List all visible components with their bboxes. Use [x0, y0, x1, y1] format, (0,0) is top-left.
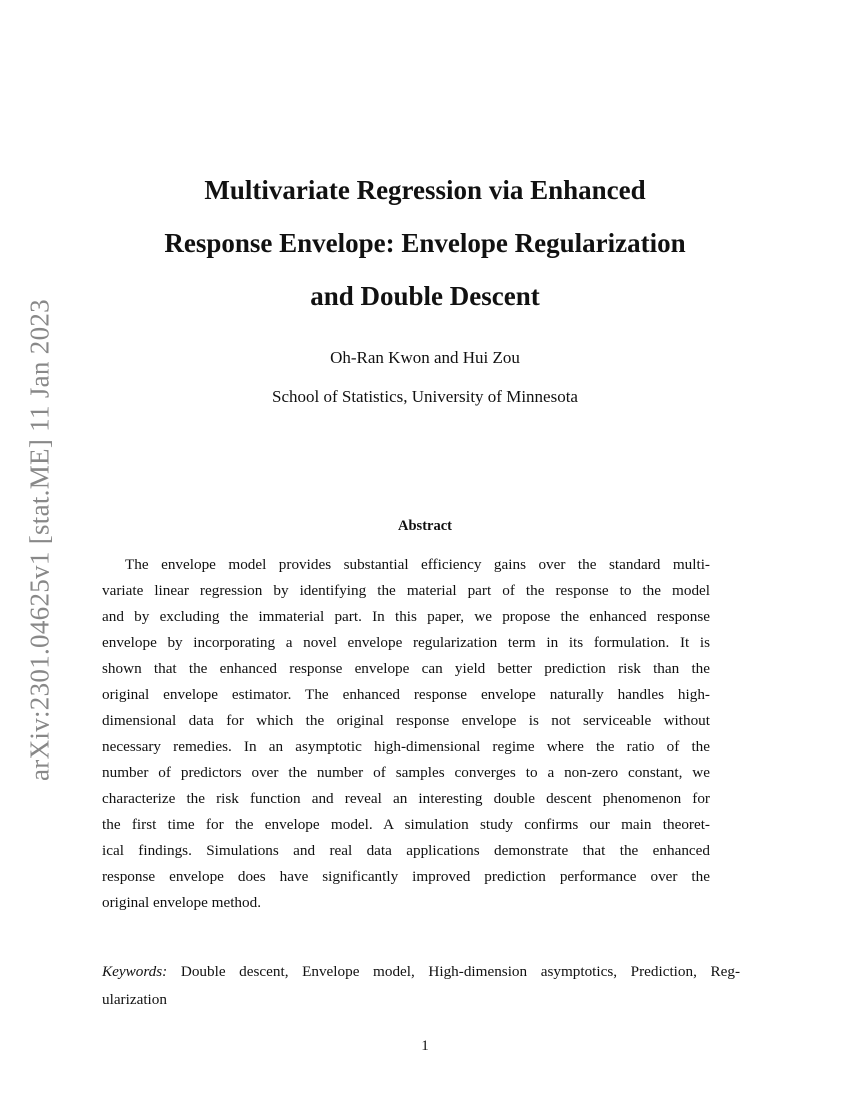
abstract-heading: Abstract: [398, 518, 452, 534]
abstract-line: original envelope method.: [102, 894, 262, 911]
abstract-line: variate linear regression by identifying the material part of the response to the model: [102, 582, 710, 599]
abstract-line: dimensional data for which the original response envelope is not serviceable without: [102, 712, 710, 729]
abstract-line: original envelope estimator. The enhanced response envelope naturally handles high-: [102, 686, 710, 703]
abstract-line: and by excluding the immaterial part. In this paper, we propose the enhanced response: [102, 608, 710, 625]
page-number: 1: [421, 1038, 429, 1054]
title-line-2: Response Envelope: Envelope Regularization: [164, 228, 686, 258]
abstract-line: characterize the risk function and reveal an interesting double descent phenomenon for: [102, 790, 710, 807]
keywords-label: Keywords:: [102, 963, 168, 980]
abstract-line: necessary remedies. In an asymptotic high-dimensional regime where the ratio of the: [102, 738, 710, 755]
abstract-line: response envelope does have significantly improved prediction performance over the: [102, 868, 710, 885]
keywords-line-1: [102, 963, 740, 981]
arxiv-identifier: arXiv:2301.04625v1 [stat.ME] 11 Jan 2023: [24, 299, 55, 781]
abstract-line: the first time for the envelope model. A simulation study confirms our main theoret-: [102, 816, 710, 833]
keywords-line-2: ularization: [102, 991, 167, 1008]
title-line-1: Multivariate Regression via Enhanced: [204, 175, 646, 205]
affiliation: School of Statistics, University of Minnesota: [272, 387, 578, 406]
title-line-3: and Double Descent: [310, 281, 540, 311]
abstract-line: ical findings. Simulations and real data applications demonstrate that the enhanced: [102, 842, 710, 859]
authors: Oh-Ran Kwon and Hui Zou: [330, 348, 520, 367]
keywords-text: Double descent, Envelope model, High-dimension asymptotics, Prediction, Reg-: [167, 963, 740, 980]
abstract-line: number of predictors over the number of samples converges to a non-zero constant, we: [102, 764, 710, 781]
abstract-line: envelope by incorporating a novel envelope regularization term in its formulation. It is: [102, 634, 710, 651]
abstract-line: shown that the enhanced response envelope can yield better prediction risk than the: [102, 660, 710, 677]
abstract-line: The envelope model provides substantial efficiency gains over the standard multi-: [125, 556, 710, 573]
